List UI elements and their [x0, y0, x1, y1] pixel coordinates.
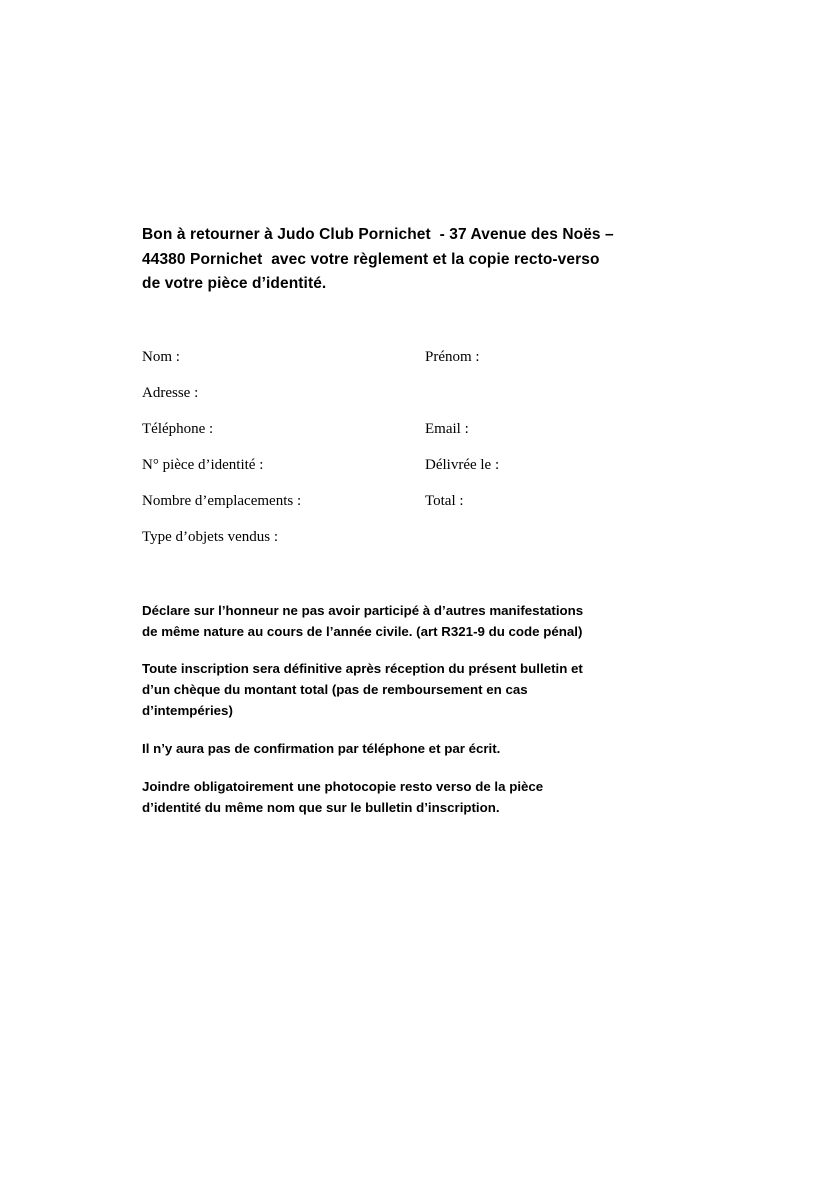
field-label-total: Total : [425, 493, 464, 509]
registration-terms [142, 658, 702, 721]
honor-declaration [142, 600, 702, 642]
field-label-type-objets: Type d’objets vendus : [142, 529, 279, 545]
field-label-adresse: Adresse : [142, 385, 199, 401]
return-address-heading [142, 223, 722, 297]
notice-line: Déclare sur l’honneur ne pas avoir participé à d’autres manifestations [142, 603, 584, 618]
field-label-delivree-le: Délivrée le : [425, 457, 500, 473]
notice-line: de même nature au cours de l’année civile. (art R321-9 du code pénal) [142, 624, 583, 639]
field-label-nombre-emplacements: Nombre d’emplacements : [142, 493, 302, 509]
field-label-prenom: Prénom : [425, 349, 480, 365]
field-label-nom: Nom : [142, 349, 180, 365]
notice-line: d’un chèque du montant total (pas de remboursement en cas [142, 682, 528, 697]
heading-line: Bon à retourner à Judo Club Pornichet - 37 Avenue des Noës – [142, 226, 614, 243]
field-label-piece-identite: N° pièce d’identité : [142, 457, 264, 473]
field-label-email: Email : [425, 421, 469, 437]
id-photocopy-notice [142, 776, 702, 818]
notice-line: d’intempéries) [142, 703, 233, 718]
heading-line: 44380 Pornichet avec votre règlement et la copie recto-verso [142, 250, 600, 268]
notice-line: Joindre obligatoirement une photocopie resto verso de la pièce [142, 779, 544, 794]
notice-line: d’identité du même nom que sur le bulletin d’inscription. [142, 800, 500, 815]
notice-line: Toute inscription sera définitive après réception du présent bulletin et [142, 661, 583, 676]
no-confirmation-notice [142, 738, 702, 759]
notice-line: Il n’y aura pas de confirmation par téléphone et par écrit. [142, 741, 501, 756]
field-label-telephone: Téléphone : [142, 421, 214, 437]
heading-line: de votre pièce d’identité. [142, 275, 327, 292]
